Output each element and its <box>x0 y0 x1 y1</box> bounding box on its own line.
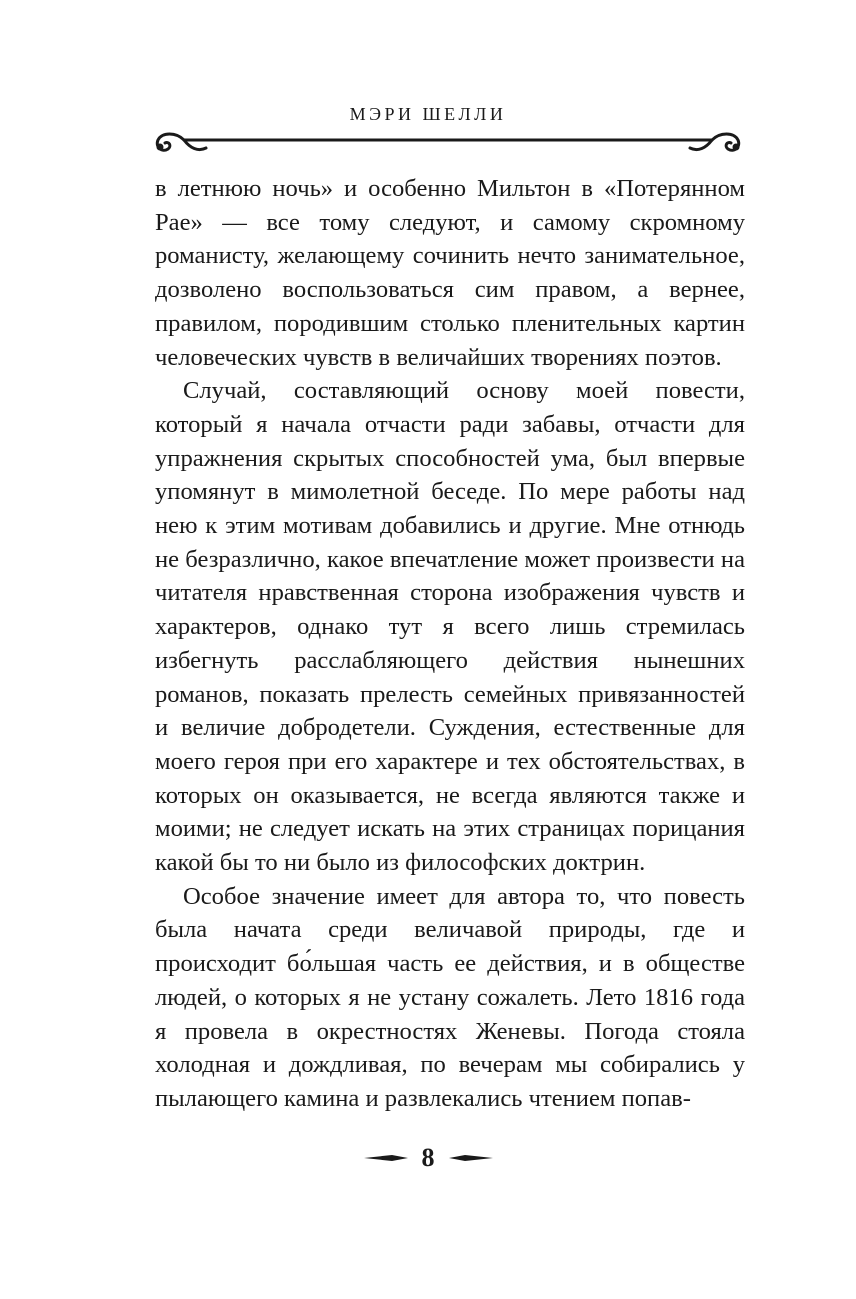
folio <box>0 1140 856 1176</box>
body-text <box>155 172 745 1116</box>
paragraph-1: в летнюю ночь» и особенно Мильтон в «Потерянном Рае» — все тому следуют, и самому скромному романисту, желающему сочинить нечто занимательное, дозволено воспользоваться сим правом, а вернее, правилом, породившим столько пленительных картин человеческих чувств в величайших творениях поэтов. <box>155 175 745 371</box>
arrow-ornament-right-icon <box>449 1151 493 1165</box>
paragraph-2: Случай, составляющий основу моей повести, который я начала отчасти ради забавы, отчасти для упражнения скрытых способностей ума, был впервые упомянут в мимолетной беседе. По мере работы над нею к этим мотивам добавились и другие. Мне отнюдь не безразлично, какое впечатление может произвести на читателя нравственная сторона изображения чувств и характеров, однако тут я всего лишь стремилась избегнуть расслабляющего действия нынешних романов, показать прелесть семейных привязанностей и величие добродетели. Суждения, естественные для моего героя при его характере и тех обстоятельствах, в которых он оказывается, не всегда являются также и моими; не следует искать на этих страницах порицания какой бы то ни было из философских доктрин. <box>155 377 745 877</box>
paragraph-3: Особое значение имеет для автора то, что повесть была начата среди величавой природы, где и происходит бо́льшая часть ее действия, и в обществе людей, о которых я не устану сожалеть. Лето 1816 года я провела в окрестностях Женевы. Погода стояла холодная и дождливая, по вечерам мы собирались у пылающего камина и развлекались чтением попав- <box>155 882 745 1112</box>
arrow-ornament-left-icon <box>364 1151 408 1165</box>
page-number: 8 <box>421 1143 435 1172</box>
scroll-ornament-icon <box>150 128 746 160</box>
running-head: МЭРИ ШЕЛЛИ <box>349 104 507 124</box>
